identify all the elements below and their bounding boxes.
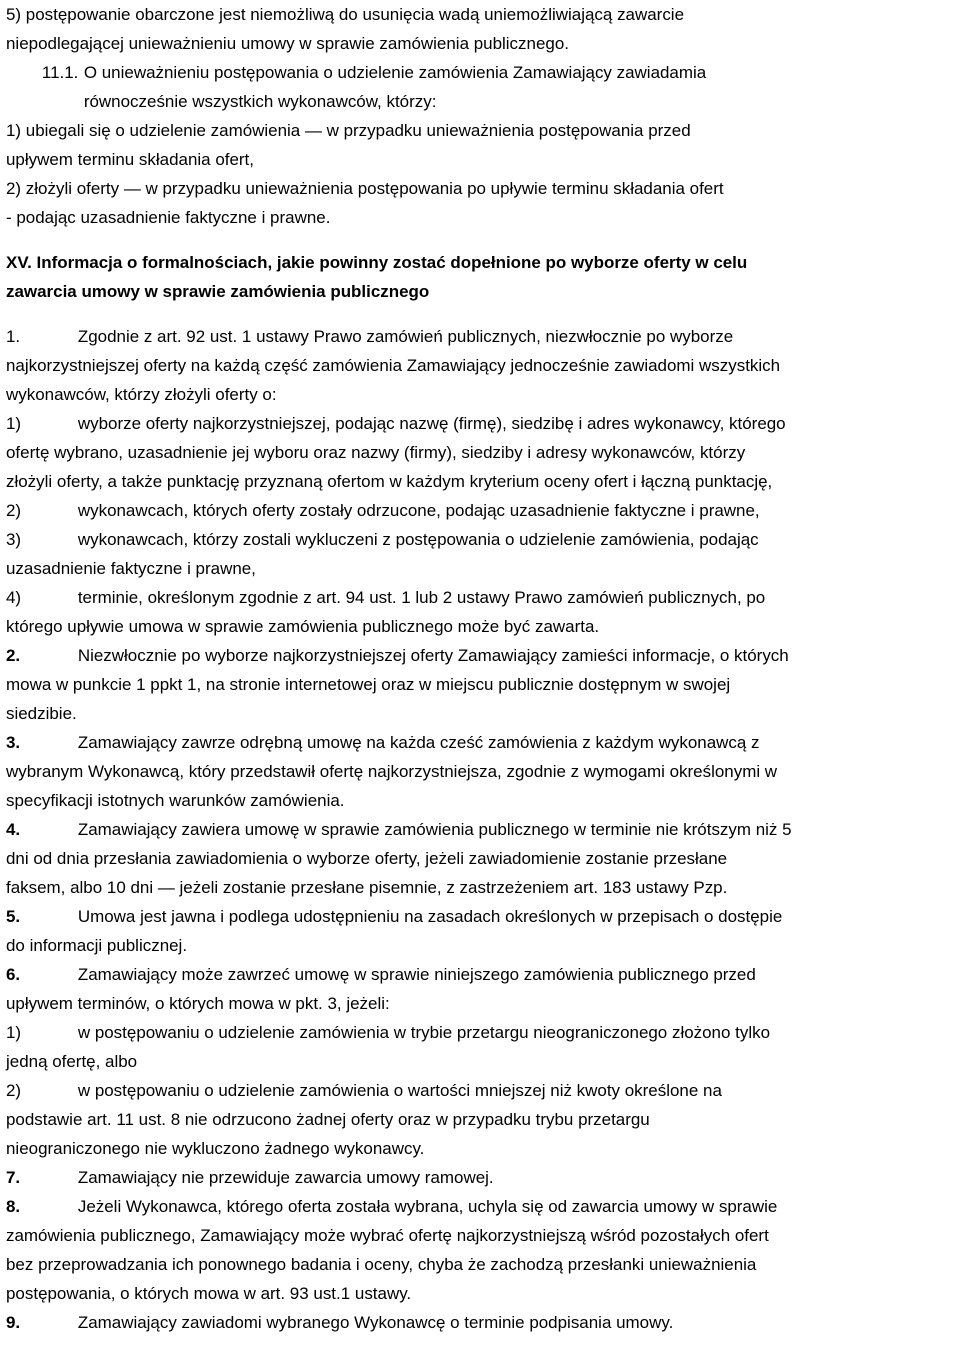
point-9 [6, 1308, 958, 1337]
text-line [6, 322, 956, 351]
text-line: upływem terminów, o których mowa w pkt. 3, jeżeli: [6, 994, 390, 1013]
text-line [6, 525, 956, 554]
document-page [6, 0, 958, 1361]
text-span: Umowa jest jawna i podlega udostępnieniu na zasadach określonych w przepisach o dostępie [77, 907, 783, 926]
text-line: uzasadnienie faktyczne i prawne, [6, 559, 256, 578]
text-span: wykonawcach, których oferty zostały odrzucone, podając uzasadnienie faktyczne i prawne, [77, 501, 760, 520]
section-heading-xv [6, 248, 958, 306]
item-number: 2) [6, 1081, 22, 1100]
item-number: 3) [6, 530, 22, 549]
point-number: 6. [6, 965, 21, 984]
point-number: 9. [6, 1313, 21, 1332]
text-line: do informacji publicznej. [6, 936, 188, 955]
text-line: - podając uzasadnienie faktyczne i prawne. [6, 208, 331, 227]
text-span: Zamawiający zawrze odrębną umowę na każda cześć zamówienia z każdym wykonawcą z [77, 733, 760, 752]
point-number: 5. [6, 907, 21, 926]
point-2 [6, 641, 958, 728]
point-number: 4. [6, 820, 21, 839]
text-line: dni od dnia przesłania zawiadomienia o wyborze oferty, jeżeli zawiadomienie zostanie przesłane [6, 849, 728, 868]
text-line: faksem, albo 10 dni — jeżeli zostanie przesłane pisemnie, z zastrzeżeniem art. 183 ustawy Pzp. [6, 878, 728, 897]
item-number: 1) [6, 414, 22, 433]
text-line [6, 1018, 956, 1047]
text-span: Zgodnie z art. 92 ust. 1 ustawy Prawo zamówień publicznych, niezwłocznie po wyborze [77, 327, 734, 346]
text-span: Zamawiający może zawrzeć umowę w sprawie niniejszego zamówienia publicznego przed [77, 965, 756, 984]
text-line [6, 728, 956, 757]
text-line: podstawie art. 11 ust. 8 nie odrzucono żadnej oferty oraz w przypadku trybu przetargu [6, 1110, 650, 1129]
text-span: O unieważnieniu postępowania o udzielenie zamówienia Zamawiający zawiadamia [83, 63, 707, 82]
text-span: wyborze oferty najkorzystniejszej, podając nazwę (firmę), siedzibę i adres wykonawcy, którego [77, 414, 786, 433]
text-span: Jeżeli Wykonawca, którego oferta została wybrana, uchyla się od zawarcia umowy w sprawie [77, 1197, 778, 1216]
item-number: 2) [6, 501, 22, 520]
text-line [6, 1192, 956, 1221]
text-line: specyfikacji istotnych warunków zamówienia. [6, 791, 345, 810]
text-line: nieograniczonego nie wykluczono żadnego wykonawcy. [6, 1139, 425, 1158]
point-7 [6, 1163, 958, 1192]
text-span: Zamawiający zawiadomi wybranego Wykonawcę o terminie podpisania umowy. [77, 1313, 674, 1332]
text-line: 2) złożyli oferty — w przypadku unieważnienia postępowania po upływie terminu składania ofert [6, 179, 724, 198]
text-line: złożyli oferty, a także punktację przyznaną ofertom w każdym kryterium oceny ofert i łączną punktację, [6, 472, 773, 491]
item-number: 1) [6, 1023, 22, 1042]
text-span: w postępowaniu o udzielenie zamówienia o wartości mniejszej niż kwoty określone na [77, 1081, 722, 1100]
point-number: 8. [6, 1197, 21, 1216]
text-line: 1) ubiegali się o udzielenie zamówienia — w przypadku unieważnienia postępowania przed [6, 121, 691, 140]
text-line: siedzibie. [6, 704, 77, 723]
text-line: upływem terminu składania ofert, [6, 150, 254, 169]
text-line: 5) postępowanie obarczone jest niemożliwą do usunięcia wadą uniemożliwiającą zawarcie [6, 5, 685, 24]
text-line: zamówienia publicznego, Zamawiający może wybrać ofertę najkorzystniejszą wśród pozostałych ofert [6, 1226, 769, 1245]
point-1 [6, 322, 958, 641]
text-line: postępowania, o których mowa w art. 93 ust.1 ustawy. [6, 1284, 412, 1303]
text-line: ofertę wybrano, uzasadnienie jej wyboru oraz nazwy (firmy), siedziby i adresy wykonawców, którzy [6, 443, 746, 462]
point-number: 3. [6, 733, 21, 752]
heading-line: zawarcia umowy w sprawie zamówienia publicznego [6, 282, 430, 301]
text-span: w postępowaniu o udzielenie zamówienia w trybie przetargu nieograniczonego złożono tylko [77, 1023, 771, 1042]
point-5 [6, 902, 958, 960]
section-number: 11.1. [41, 63, 79, 82]
text-line: jedną ofertę, albo [6, 1052, 138, 1071]
text-line: najkorzystniejszej oferty na każdą część zamówienia Zamawiający jednocześnie zawiadomi wszystkich [6, 356, 781, 375]
text-line [6, 583, 956, 612]
heading-line: XV. Informacja o formalnościach, jakie powinny zostać dopełnione po wyborze oferty w celu [6, 253, 748, 272]
section-11-1 [6, 58, 958, 232]
text-line: mowa w punkcie 1 ppkt 1, na stronie internetowej oraz w miejscu publicznie dostępnym w swojej [6, 675, 731, 694]
point-number: 7. [6, 1168, 21, 1187]
text-line [6, 815, 956, 844]
text-line [6, 902, 956, 931]
text-line: wybranym Wykonawcą, który przedstawił ofertę najkorzystniejsza, zgodnie z wymogami określonymi w [6, 762, 778, 781]
paragraph-5 [6, 0, 958, 58]
text-line [6, 1308, 956, 1337]
text-span: Zamawiający zawiera umowę w sprawie zamówienia publicznego w terminie nie krótszym niż 5 [77, 820, 792, 839]
text-line [6, 1163, 956, 1192]
item-number: 4) [6, 588, 22, 607]
text-span: terminie, określonym zgodnie z art. 94 ust. 1 lub 2 ustawy Prawo zamówień publicznych, po [77, 588, 766, 607]
point-4 [6, 815, 958, 902]
point-number: 1. [6, 327, 21, 346]
point-number: 2. [6, 646, 21, 665]
point-3 [6, 728, 958, 815]
text-line [6, 1076, 956, 1105]
text-line: niepodlegającej unieważnieniu umowy w sprawie zamówienia publicznego. [6, 34, 569, 53]
text-line: wykonawców, którzy złożyli oferty o: [6, 385, 277, 404]
text-span: wykonawcach, którzy zostali wykluczeni z postępowania o udzielenie zamówienia, podając [77, 530, 759, 549]
text-line [6, 960, 956, 989]
text-span: Zamawiający nie przewiduje zawarcia umowy ramowej. [77, 1168, 494, 1187]
text-span: Niezwłocznie po wyborze najkorzystniejszej oferty Zamawiający zamieści informacje, o których [77, 646, 789, 665]
text-line [6, 58, 956, 87]
text-line: którego upływie umowa w sprawie zamówienia publicznego może być zawarta. [6, 617, 600, 636]
point-6 [6, 960, 958, 1163]
text-line: bez przeprowadzania ich ponownego badania i oceny, chyba że zachodzą przesłanki unieważnienia [6, 1255, 757, 1274]
text-line [6, 496, 956, 525]
text-line [6, 409, 956, 438]
text-line: równocześnie wszystkich wykonawców, którzy: [83, 92, 437, 111]
text-line [6, 641, 956, 670]
point-8 [6, 1192, 958, 1308]
